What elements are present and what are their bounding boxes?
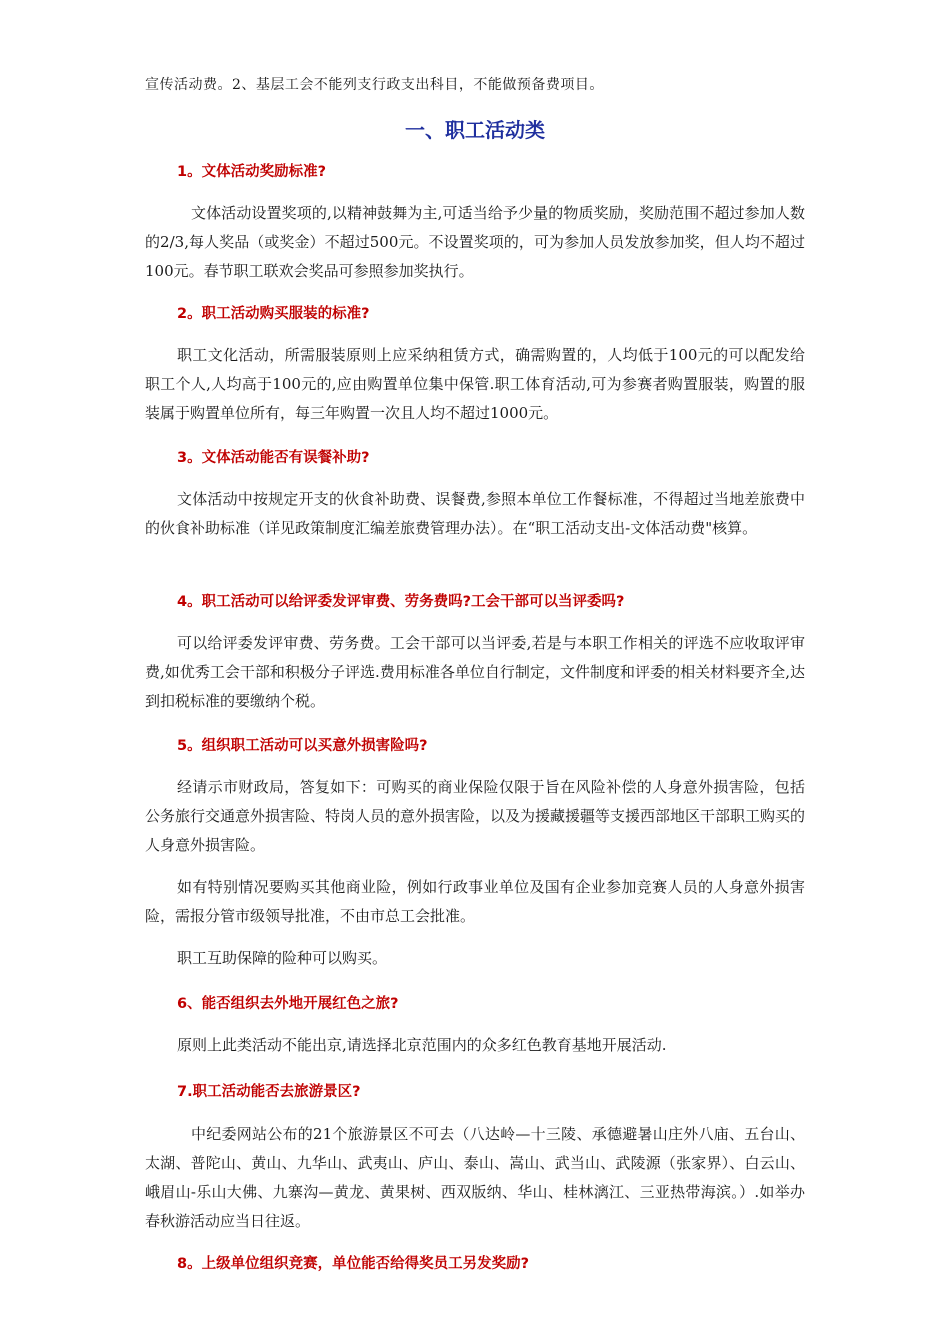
answer-2: 职工文化活动，所需服装原则上应采纳租赁方式，确需购置的，人均低于100元的可以配发给职工个人,人均高于100元的,应由购置单位集中保管.职工体育活动,可为参赛者购置服装，购置的服装属于购置单位所有，每三年购置一次且人均不超过1000元。 [145, 346, 805, 422]
question-4: 4。职工活动可以给评委发评审费、劳务费吗?工会干部可以当评委吗? [177, 594, 625, 610]
answer-1: 文体活动设置奖项的,以精神鼓舞为主,可适当给予少量的物质奖励，奖励范围不超过参加人数的2/3,每人奖品（或奖金）不超过500元。不设置奖项的，可为参加人员发放参加奖，但人均不超过100元。春节职工联欢会奖品可参照参加奖执行。 [145, 204, 805, 280]
question-7: 7.职工活动能否去旅游景区? [177, 1084, 361, 1100]
section-title: 一、职工活动类 [405, 118, 545, 142]
answer-5-part-3: 职工互助保障的险种可以购买。 [177, 949, 388, 967]
question-8: 8。上级单位组织竞赛，单位能否给得奖员工另发奖励? [177, 1256, 529, 1272]
question-5: 5。组织职工活动可以买意外损害险吗? [177, 738, 428, 754]
answer-4: 可以给评委发评审费、劳务费。工会干部可以当评委,若是与本职工作相关的评选不应收取评审费,如优秀工会干部和积极分子评选.费用标准各单位自行制定，文件制度和评委的相关材料要齐全,达到扣税标准的要缴纳个税。 [145, 634, 805, 710]
continuation-line: 宣传活动费。2、基层工会不能列支行政支出科目，不能做预备费项目。 [145, 77, 604, 93]
question-3: 3。文体活动能否有误餐补助? [177, 450, 370, 466]
question-2: 2。职工活动购买服装的标准? [177, 306, 370, 322]
question-1: 1。文体活动奖励标准? [177, 164, 326, 180]
question-6: 6、能否组织去外地开展红色之旅? [177, 996, 399, 1012]
answer-5-part-2: 如有特别情况要购买其他商业险，例如行政事业单位及国有企业参加竞赛人员的人身意外损害险，需报分管市级领导批准，不由市总工会批准。 [145, 878, 805, 925]
answer-5-part-1: 经请示市财政局，答复如下：可购买的商业保险仅限于旨在风险补偿的人身意外损害险，包括公务旅行交通意外损害险、特岗人员的意外损害险，以及为援藏援疆等支援西部地区干部职工购买的人身意外损害险。 [145, 778, 806, 854]
answer-6: 原则上此类活动不能出京,请选择北京范围内的众多红色教育基地开展活动. [177, 1036, 667, 1054]
answer-3: 文体活动中按规定开支的伙食补助费、误餐费,参照本单位工作餐标准，不得超过当地差旅费中的伙食补助标准（详见政策制度汇编差旅费管理办法）。在“职工活动支出-文体活动费"核算。 [145, 490, 805, 537]
answer-7: 中纪委网站公布的21个旅游景区不可去（八达岭—十三陵、承德避暑山庄外八庙、五台山、太湖、普陀山、黄山、九华山、武夷山、庐山、泰山、嵩山、武当山、武陵源（张家界）、白云山、峨眉山-乐山大佛、九寨沟—黄龙、黄果树、西双版纳、华山、桂林漓江、三亚热带海滨。）.如举办春秋游活动应当日往返。 [145, 1125, 805, 1230]
